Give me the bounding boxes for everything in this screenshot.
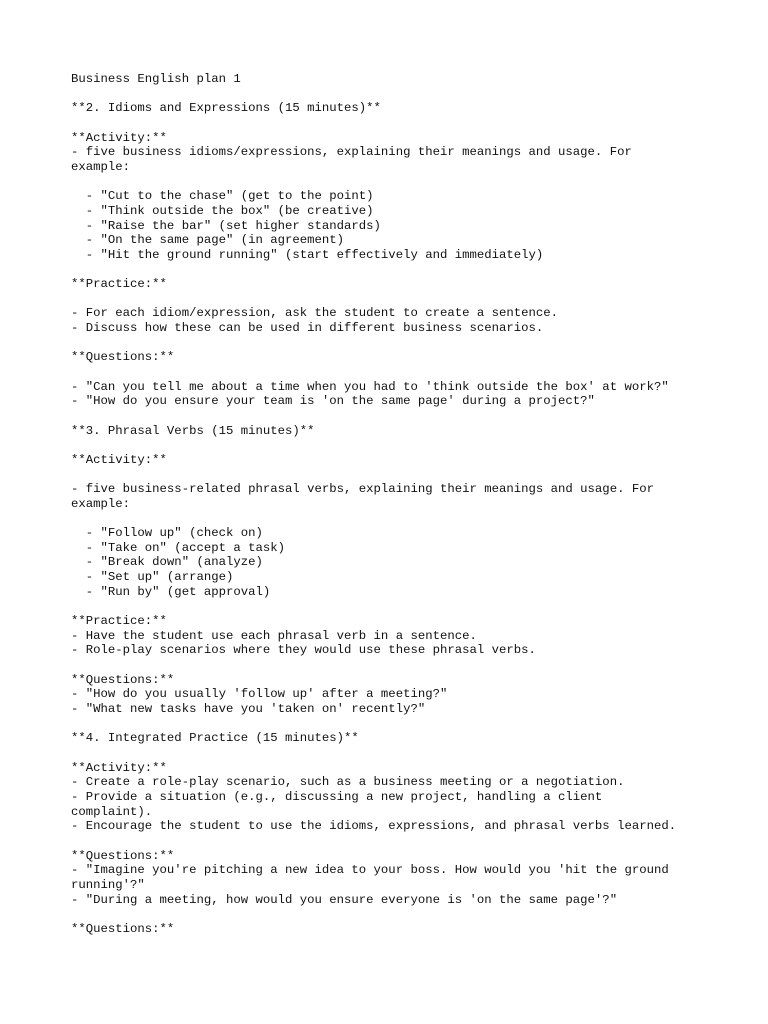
blank-line — [71, 262, 711, 277]
bullet-item: - For each idiom/expression, ask the student to create a sentence. — [71, 306, 559, 321]
subsection-label: **Questions:** — [71, 672, 175, 687]
blank-line — [71, 717, 711, 732]
bullet-item: - Role-play scenarios where they would use these phrasal verbs. — [71, 643, 536, 658]
bullet-item: - Create a role-play scenario, such as a business meeting or a negotiation. — [71, 775, 625, 790]
bullet-item: - Have the student use each phrasal verb in a sentence. — [71, 628, 477, 643]
blank-line — [71, 336, 711, 351]
bullet-item: - five business idioms/expressions, explaining their meanings and usage. For — [71, 145, 632, 160]
blank-line — [71, 468, 711, 483]
bullet-item: - five business-related phrasal verbs, explaining their meanings and usage. For — [71, 482, 654, 497]
text-line: complaint). — [71, 804, 153, 819]
blank-line — [71, 907, 711, 922]
document-title: Business English plan 1 — [71, 72, 241, 86]
blank-line — [71, 834, 711, 849]
example-list-item: - "Cut to the chase" (get to the point) — [71, 189, 374, 204]
blank-line — [71, 365, 711, 380]
subsection-label: **Activity:** — [71, 760, 167, 775]
blank-line — [71, 599, 711, 614]
example-list-item: - "Hit the ground running" (start effectively and immediately) — [71, 247, 544, 262]
example-list-item: - "Follow up" (check on) — [71, 526, 263, 541]
subsection-label: **Practice:** — [71, 614, 167, 629]
bullet-item: - "How do you ensure your team is 'on the same page' during a project?" — [71, 394, 595, 409]
example-list-item: - "Raise the bar" (set higher standards) — [71, 218, 381, 233]
example-list-item: - "Take on" (accept a task) — [71, 540, 286, 555]
bullet-item: - "What new tasks have you 'taken on' recently?" — [71, 702, 426, 717]
example-list-item: - "On the same page" (in agreement) — [71, 233, 345, 248]
section-heading: **2. Idioms and Expressions (15 minutes)** — [71, 101, 381, 116]
text-line: running'?" — [71, 877, 145, 892]
example-list-item: - "Break down" (analyze) — [71, 555, 263, 570]
subsection-label: **Activity:** — [71, 452, 167, 467]
text-line: example: — [71, 496, 131, 511]
blank-line — [71, 116, 711, 131]
subsection-label: **Questions:** — [71, 350, 175, 365]
bullet-item: - Discuss how these can be used in different business scenarios. — [71, 321, 544, 336]
subsection-label: **Questions:** — [71, 848, 175, 863]
subsection-label: **Questions:** — [71, 921, 175, 936]
blank-line — [71, 87, 711, 102]
subsection-label: **Activity:** — [71, 130, 167, 145]
example-list-item: - "Run by" (get approval) — [71, 584, 271, 599]
section-heading: **3. Phrasal Verbs (15 minutes)** — [71, 423, 315, 438]
blank-line — [71, 175, 711, 190]
bullet-item: - "How do you usually 'follow up' after a meeting?" — [71, 687, 448, 702]
bullet-item: - "Imagine you're pitching a new idea to your boss. How would you 'hit the ground — [71, 863, 669, 878]
blank-line — [71, 409, 711, 424]
bullet-item: - "Can you tell me about a time when you had to 'think outside the box' at work?" — [71, 379, 669, 394]
section-heading: **4. Integrated Practice (15 minutes)** — [71, 731, 359, 746]
blank-line — [71, 512, 711, 527]
bullet-item: - "During a meeting, how would you ensure everyone is 'on the same page'?" — [71, 892, 618, 907]
blank-line — [71, 292, 711, 307]
blank-line — [71, 438, 711, 453]
text-line: example: — [71, 159, 131, 174]
document-body — [71, 72, 711, 936]
subsection-label: **Practice:** — [71, 277, 167, 292]
blank-line — [71, 746, 711, 761]
blank-line — [71, 658, 711, 673]
bullet-item: - Provide a situation (e.g., discussing a new project, handling a client — [71, 789, 603, 804]
example-list-item: - "Think outside the box" (be creative) — [71, 203, 374, 218]
example-list-item: - "Set up" (arrange) — [71, 570, 234, 585]
bullet-item: - Encourage the student to use the idioms, expressions, and phrasal verbs learned. — [71, 819, 677, 834]
